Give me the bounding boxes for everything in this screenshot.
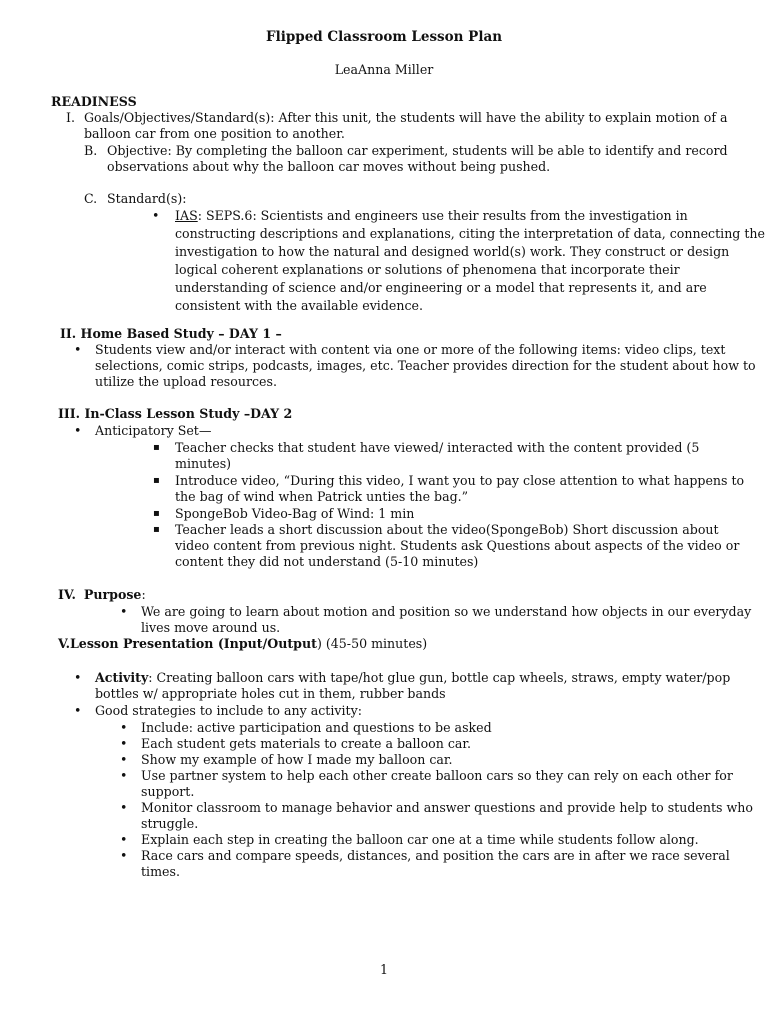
list-letter-c: C. [84,191,98,206]
strategy-item: Explain each step in creating the balloon car one at a time while students follow along. [141,832,699,847]
strategy-item: Monitor classroom to manage behavior and answer questions and provide help to students who [141,800,753,815]
strategy-item: times. [141,864,180,879]
strategy-item: Include: active participation and questions to be asked [141,720,492,735]
standard-abbreviation: IAS [175,208,198,223]
anticipatory-item-line: video content from previous night. Students ask Questions about aspects of the video or [175,538,740,553]
square-bullet-icon: ▪ [153,442,160,453]
standard-line-4: logical coherent explanations or solutions of phenomena that incorporate their [175,262,680,277]
objective-line-2: observations about why the balloon car moves without being pushed. [107,159,551,174]
standard-line-1: IAS: SEPS.6: Scientists and engineers use their results from the investigation in [175,208,688,223]
objective-line-1: Objective: By completing the balloon car experiment, students will be able to identify and record [107,143,728,158]
bullet-icon: • [120,736,128,751]
standard-line-5: understanding of science and/or engineering or a model that represents it, and are [175,280,707,295]
anticipatory-item-line: Teacher checks that student have viewed/ interacted with the content provided (5 [175,440,700,455]
page-number: 1 [379,962,388,977]
bullet-icon: • [120,832,128,847]
bullet-icon: • [74,703,82,718]
lesson-presentation-heading: V.Lesson Presentation (Input/Output) (45-50 minutes) [58,636,428,651]
purpose-line-1: We are going to learn about motion and position so we understand how objects in our everyday [141,604,752,619]
home-study-line: Students view and/or interact with content via one or more of the following items: video clips, text [95,342,726,357]
anticipatory-item-line: SpongeBob Video-Bag of Wind: 1 min [175,506,415,521]
strategy-item: support. [141,784,195,799]
bullet-icon: • [74,342,82,357]
purpose-heading: IV. Purpose: [58,587,146,602]
activity-line-1: Activity: Creating balloon cars with tape/hot glue gun, bottle cap wheels, straws, empty water/pop [95,670,731,685]
standard-line-6: consistent with the available evidence. [175,298,423,313]
list-number-i: I. [66,110,75,125]
square-bullet-icon: ▪ [153,508,160,519]
good-strategies-label: Good strategies to include to any activity: [95,703,362,718]
bullet-icon: • [120,604,128,619]
home-study-heading: II. Home Based Study – DAY 1 – [60,326,282,341]
anticipatory-item-line: Teacher leads a short discussion about the video(SpongeBob) Short discussion about [175,522,719,537]
strategy-item: Use partner system to help each other create balloon cars so they can rely on each other for [141,768,733,783]
square-bullet-icon: ▪ [153,475,160,486]
anticipatory-item-line: minutes) [175,456,232,471]
square-bullet-icon: ▪ [153,524,160,535]
home-study-line: selections, comic strips, podcasts, images, etc. Teacher provides direction for the student about how to [95,358,756,373]
standard-line-3: investigation to how the natural and designed world(s) work. They construct or design [175,244,730,259]
strategy-item: Race cars and compare speeds, distances, and position the cars are in after we race several [141,848,730,863]
anticipatory-set-label: Anticipatory Set— [95,423,212,438]
document-title: Flipped Classroom Lesson Plan [265,29,503,45]
list-letter-b: B. [84,143,98,158]
strategy-item: Show my example of how I made my balloon car. [141,752,453,767]
strategy-item: struggle. [141,816,199,831]
anticipatory-item-line: Introduce video, “During this video, I want you to pay close attention to what happens to [175,473,745,488]
goals-line-2: balloon car from one position to another. [84,126,345,141]
bullet-icon: • [120,720,128,735]
bullet-icon: • [120,848,128,863]
goals-line-1: Goals/Objectives/Standard(s): After this unit, the students will have the ability to explain motion of a [84,110,728,125]
bullet-icon: • [152,208,160,223]
in-class-heading: III. In-Class Lesson Study –DAY 2 [58,406,293,421]
bullet-icon: • [120,752,128,767]
purpose-line-2: lives move around us. [141,620,281,635]
anticipatory-item-line: the bag of wind when Patrick unties the bag.” [175,489,469,504]
bullet-icon: • [120,800,128,815]
home-study-line: utilize the upload resources. [95,374,277,389]
bullet-icon: • [74,423,82,438]
bullet-icon: • [120,768,128,783]
activity-line-2: bottles w/ appropriate holes cut in them, rubber bands [95,686,446,701]
bullet-icon: • [74,670,82,685]
anticipatory-item-line: content they did not understand (5-10 minutes) [175,554,479,569]
strategy-item: Each student gets materials to create a balloon car. [141,736,472,751]
standard-line-2: constructing descriptions and explanations, citing the interpretation of data, connecting the [175,226,765,241]
author-name: LeaAnna Miller [334,62,434,77]
standards-label: Standard(s): [107,191,187,206]
readiness-heading: READINESS [51,94,137,109]
